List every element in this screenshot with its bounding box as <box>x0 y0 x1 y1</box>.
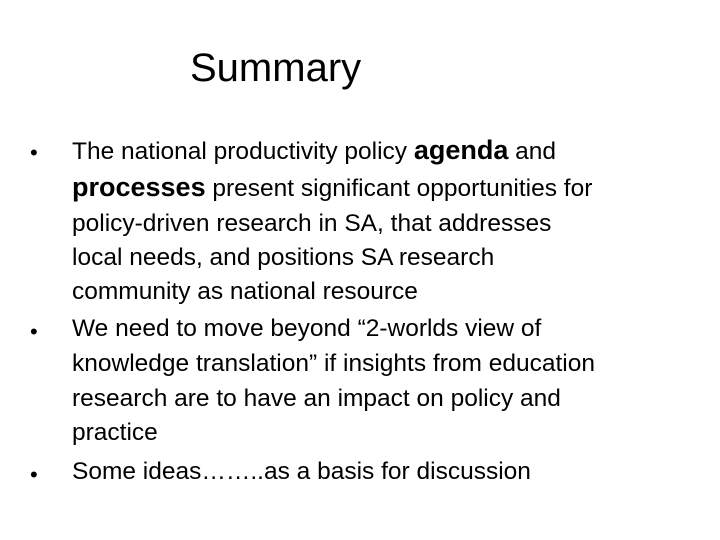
bullet-marker: • <box>30 319 38 344</box>
bullet-line: community as national resource <box>72 278 418 305</box>
emphasized-word: processes <box>72 172 206 202</box>
bullet-line: Some ideas……..as a basis for discussion <box>72 458 531 485</box>
bullet-line: We need to move beyond “2-worlds view of <box>72 315 542 342</box>
emphasized-word: agenda <box>413 135 509 165</box>
bullet-line: knowledge translation” if insights from education <box>72 350 595 377</box>
bullet-marker: • <box>30 462 38 487</box>
bullet-line <box>72 135 556 167</box>
bullet-line: research are to have an impact on policy and <box>72 385 561 412</box>
bullet-line <box>72 172 592 204</box>
slide-title: Summary <box>190 46 362 90</box>
bullet-line: local needs, and positions SA research <box>72 244 495 271</box>
bullet-line: policy-driven research in SA, that addresses <box>72 210 552 237</box>
bullet-line: practice <box>72 419 158 446</box>
text-run: and <box>508 138 557 165</box>
text-run: The national productivity policy <box>72 138 414 165</box>
bullet-marker: • <box>30 140 38 165</box>
text-run: present significant opportunities for <box>205 175 593 202</box>
